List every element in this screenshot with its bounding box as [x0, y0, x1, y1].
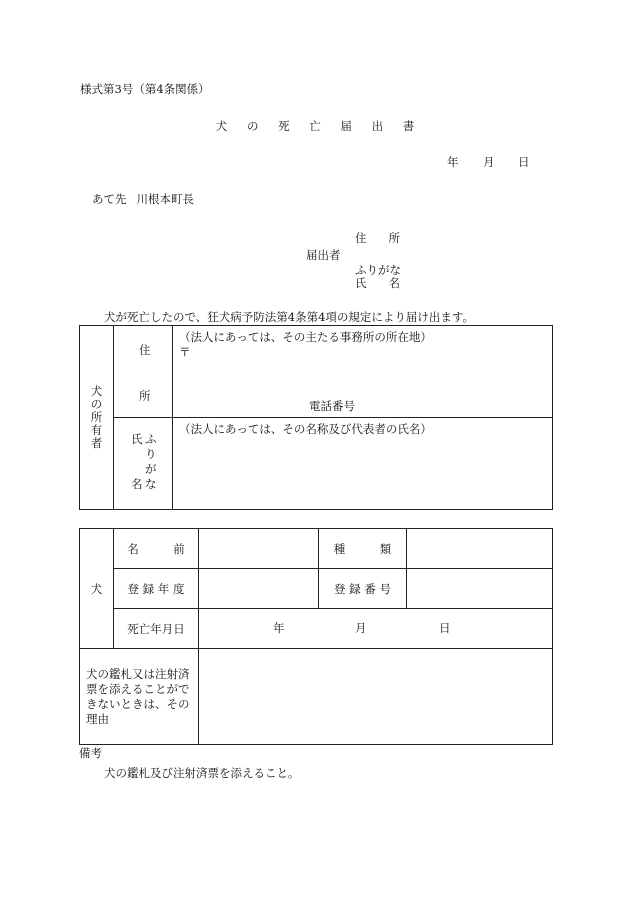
title-char: 亡	[309, 119, 321, 133]
addressee	[92, 194, 194, 206]
owner-table	[79, 325, 553, 510]
death-date-field[interactable]	[199, 609, 553, 649]
title-char: 犬	[215, 119, 228, 133]
notifier-address-label	[355, 233, 400, 245]
owner-address-label-cell	[114, 326, 173, 418]
owner-name-furi-1: ふ	[145, 432, 157, 446]
dog-name-field[interactable]	[199, 529, 319, 569]
reason-label: 犬の鑑札又は注射済票を添えることができないときは、その理由	[80, 649, 199, 745]
notifier-name-label	[355, 278, 400, 290]
postal-mark: 〒	[179, 345, 191, 359]
owner-name-label-cell	[114, 418, 173, 510]
owner-name-label-a: 氏	[131, 432, 143, 446]
owner-name-field[interactable]	[173, 418, 553, 510]
death-year-label: 年	[273, 621, 285, 635]
notifier-furigana-label: ふりがな	[355, 263, 401, 277]
document-title	[0, 121, 630, 133]
dog-breed-field[interactable]	[407, 529, 553, 569]
date-year-label: 年	[447, 155, 459, 169]
phone-label: 電話番号	[309, 399, 355, 413]
owner-address-label-b: 所	[139, 389, 151, 403]
title-char: 出	[371, 119, 384, 133]
notifier-address-a: 住	[355, 231, 367, 245]
title-char: 書	[402, 119, 415, 133]
dog-side-label: 犬	[90, 581, 103, 596]
title-char: 届	[340, 119, 352, 133]
dog-name-label: 名 前	[114, 529, 199, 569]
reason-field[interactable]	[199, 649, 553, 745]
form-number: 様式第3号（第4条関係）	[80, 82, 210, 96]
dog-breed-label: 種 類	[319, 529, 407, 569]
date-month-label: 月	[483, 155, 495, 169]
notifier-label: 届出者	[306, 248, 341, 262]
reg-number-field[interactable]	[407, 569, 553, 609]
remarks-label: 備考	[79, 746, 102, 760]
remarks-text: 犬の鑑札及び注射済票を添えること。	[104, 766, 300, 780]
addressee-name: 川根本町長	[136, 192, 194, 206]
notifier-name-b: 名	[388, 276, 400, 290]
death-month-label: 月	[355, 621, 367, 635]
owner-name-furi-2: り	[145, 447, 157, 461]
reg-number-label: 登 録 番 号	[319, 569, 407, 609]
owner-name-furi-4: な	[145, 477, 157, 491]
owner-name-note: （法人にあっては、その名称及び代表者の氏名）	[179, 422, 432, 436]
death-day-label: 日	[439, 621, 451, 635]
owner-name-label-b: 名	[131, 477, 143, 491]
notifier-address-b: 所	[388, 231, 400, 245]
reg-year-label: 登 録 年 度	[114, 569, 199, 609]
death-date-label: 死亡年月日	[114, 609, 199, 649]
dog-table	[79, 528, 553, 745]
owner-address-label-a: 住	[139, 343, 151, 357]
statement-text: 犬が死亡したので、狂犬病予防法第4条第4項の規定により届け出ます。	[104, 310, 474, 324]
owner-address-note: （法人にあっては、その主たる事務所の所在地）	[179, 330, 432, 344]
dog-side-label-cell	[80, 529, 114, 649]
title-char: 死	[278, 119, 290, 133]
reg-year-field[interactable]	[199, 569, 319, 609]
title-char: の	[246, 119, 259, 133]
owner-side-label-cell	[80, 326, 114, 510]
addressee-prefix: あて先	[92, 192, 127, 206]
owner-side-label: 犬の所有者	[90, 384, 103, 450]
owner-address-field[interactable]	[173, 326, 553, 418]
notifier-name-a: 氏	[355, 276, 367, 290]
owner-name-furi-3: が	[145, 462, 157, 476]
date-day-label: 日	[518, 155, 530, 169]
